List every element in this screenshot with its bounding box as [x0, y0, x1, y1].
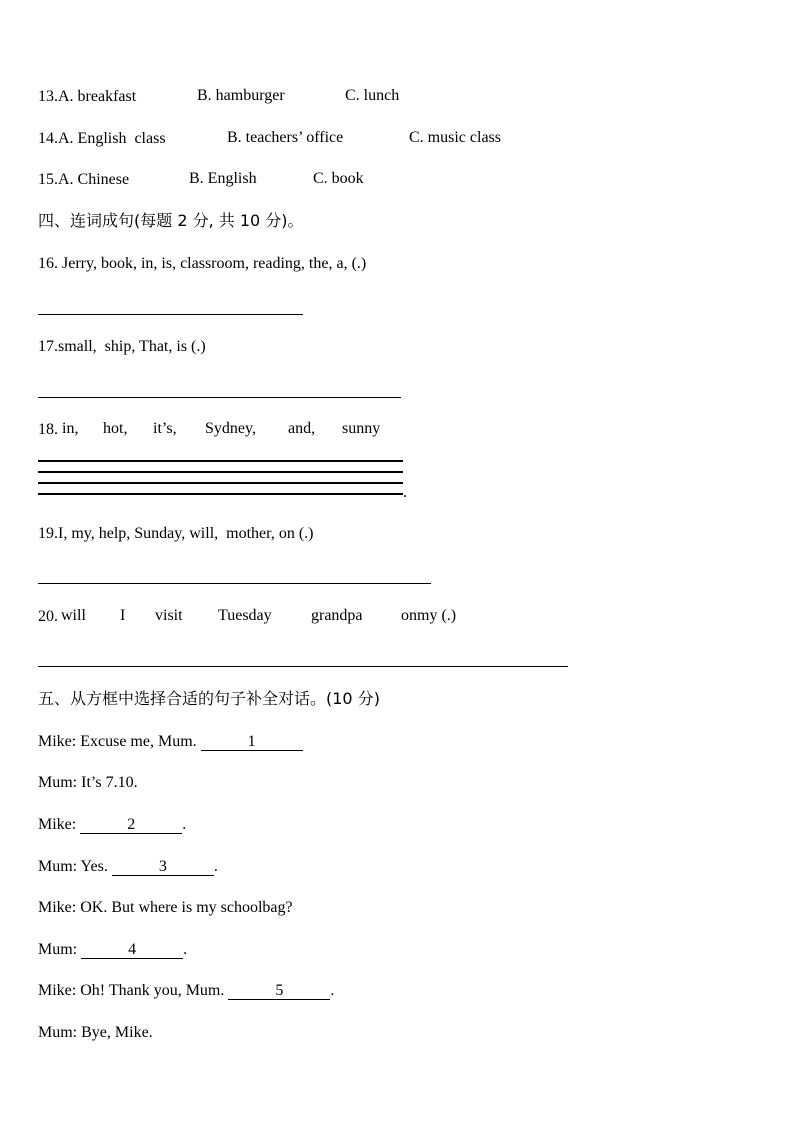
answer-blank-1[interactable]: [201, 732, 303, 752]
option-a: A. breakfast: [58, 88, 137, 105]
dialogue-line-1: [38, 732, 303, 752]
answer-blank-3[interactable]: [112, 857, 214, 877]
word: onmy (.): [401, 607, 457, 624]
blank-number: 4: [128, 941, 137, 958]
answer-blank-4[interactable]: [81, 940, 183, 960]
question-20-number: 20.: [38, 608, 58, 625]
question-number: 14.: [38, 130, 58, 147]
speaker: Mike:: [38, 982, 77, 999]
end-mark: .: [330, 982, 335, 999]
option-a: A. English class: [58, 130, 166, 147]
word: in,: [62, 420, 79, 437]
question-number: 16.: [38, 255, 58, 272]
question-17: [38, 337, 206, 357]
question-13: [38, 87, 136, 107]
answer-line-18a[interactable]: [38, 460, 403, 462]
question-text: Jerry, book, in, is, classroom, reading, the, a, (.): [58, 255, 367, 272]
answer-line-19[interactable]: [38, 583, 431, 584]
word: hot,: [103, 420, 128, 437]
dialogue-text: It’s 7.10.: [81, 774, 138, 791]
blank-number: 2: [127, 816, 136, 833]
option-c: C. lunch: [345, 87, 400, 104]
speaker: Mum:: [38, 774, 78, 791]
dialogue-line-8: [38, 1023, 153, 1043]
blank-number: 1: [247, 733, 256, 750]
word: sunny: [342, 420, 381, 437]
question-15: [38, 170, 129, 190]
word: I: [120, 607, 126, 624]
question-text: I, my, help, Sunday, will, mother, on (.): [58, 525, 314, 542]
word: it’s,: [153, 420, 177, 437]
blank-number: 3: [158, 858, 167, 875]
question-number: 13.: [38, 88, 58, 105]
question-number: 19.: [38, 525, 58, 542]
dialogue-text: Excuse me, Mum.: [80, 733, 197, 750]
section-5-heading: 五、从方框中选择合适的句子补全对话。(10 分): [38, 689, 380, 708]
answer-blank-2[interactable]: [80, 815, 182, 835]
dialogue-line-3: [38, 815, 186, 835]
answer-line-18c[interactable]: [38, 482, 403, 484]
option-a: A. Chinese: [58, 171, 130, 188]
answer-line-16[interactable]: [38, 314, 303, 315]
section-4-heading: 四、连词成句(每题 2 分, 共 10 分)。: [38, 211, 304, 230]
speaker: Mum:: [38, 858, 78, 875]
answer-line-17[interactable]: [38, 397, 401, 398]
answer-line-18d[interactable]: [38, 493, 403, 495]
speaker: Mum:: [38, 1024, 78, 1041]
word: Tuesday: [218, 607, 272, 624]
question-text: small, ship, That, is (.): [58, 338, 206, 355]
option-c: C. music class: [409, 129, 501, 146]
option-b: B. hamburger: [197, 87, 285, 104]
question-18-number: 18.: [38, 421, 58, 438]
question-19: [38, 524, 313, 544]
word: visit: [155, 607, 183, 624]
speaker: Mike:: [38, 733, 77, 750]
answer-line-20[interactable]: [38, 666, 568, 667]
dialogue-text: OK. But where is my schoolbag?: [80, 899, 293, 916]
word: Sydney,: [205, 420, 256, 437]
speaker: Mike:: [38, 816, 77, 833]
option-b: B. teachers’ office: [227, 129, 344, 146]
word: grandpa: [311, 607, 363, 624]
speaker: Mum:: [38, 941, 78, 958]
end-mark: .: [183, 941, 188, 958]
answer-line-18b[interactable]: [38, 471, 403, 473]
word: and,: [288, 420, 316, 437]
dialogue-line-4: [38, 857, 218, 877]
word: will: [61, 607, 86, 624]
dialogue-text: Oh! Thank you, Mum.: [80, 982, 225, 999]
dialogue-line-7: [38, 981, 334, 1001]
speaker: Mike:: [38, 899, 77, 916]
dialogue-text: Yes.: [80, 858, 108, 875]
end-mark: .: [213, 858, 218, 875]
question-number: 17.: [38, 338, 58, 355]
period-mark: .: [403, 484, 407, 501]
question-16: [38, 254, 366, 274]
dialogue-line-6: [38, 940, 187, 960]
question-14: [38, 129, 166, 149]
option-b: B. English: [189, 170, 257, 187]
end-mark: .: [182, 816, 187, 833]
dialogue-text: Bye, Mike.: [81, 1024, 153, 1041]
answer-blank-5[interactable]: [228, 981, 330, 1001]
question-number: 15.: [38, 171, 58, 188]
option-c: C. book: [313, 170, 364, 187]
dialogue-line-5: [38, 898, 293, 918]
dialogue-line-2: [38, 773, 138, 793]
blank-number: 5: [275, 982, 284, 999]
